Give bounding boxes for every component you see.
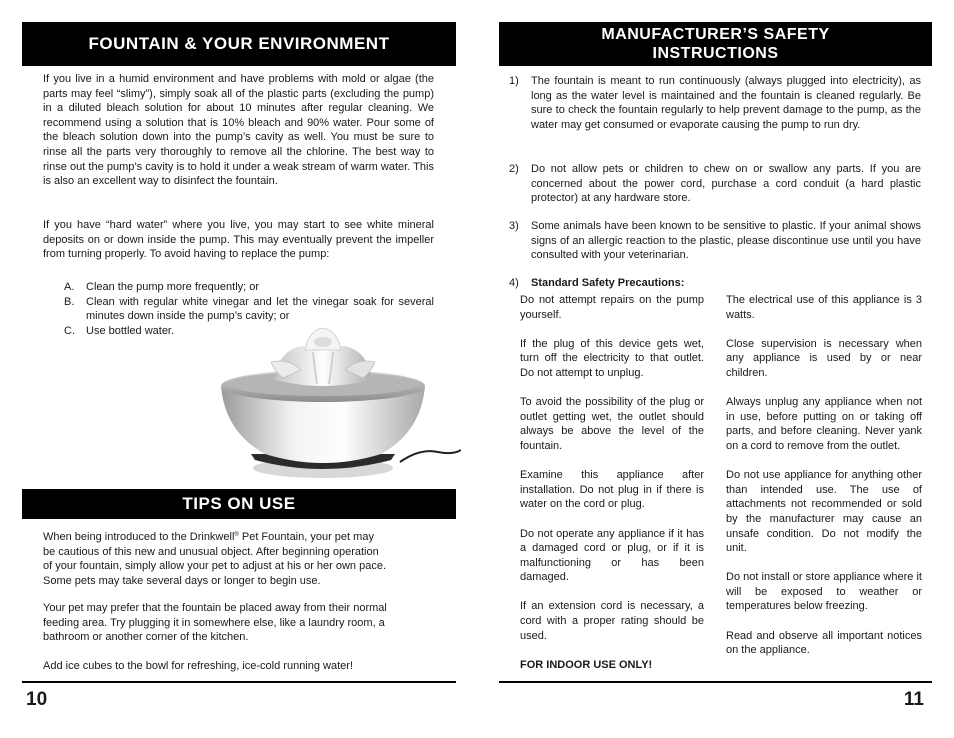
item-marker: 4): [509, 277, 519, 289]
heading-text: INSTRUCTIONS: [652, 45, 779, 62]
precaution-text: Examine this appliance after installation. Do not plug in if there is water on the cord or plug.: [520, 469, 704, 511]
item-marker: 2): [509, 163, 519, 175]
page-number: 10: [26, 689, 48, 710]
heading-text: TIPS ON USE: [182, 494, 296, 513]
registered-mark: ®: [234, 532, 239, 538]
item-text: Do not allow pets or children to chew on or swallow any parts. If you are concerned about the power cord, purchase a cord conduit (a hard plastic protector) at any hardware store.: [531, 163, 921, 205]
tips-paragraph-2: [43, 601, 387, 645]
precautions-left-column: [520, 293, 704, 687]
tips-text: Pet Fountain, your pet may: [238, 531, 374, 543]
precaution-text: Do not attempt repairs on the pump yourself.: [520, 294, 704, 321]
precautions-right-column: [726, 293, 922, 672]
item-text: Some animals have been known to be sensitive to plastic. If your animal shows signs of an allergic reaction to the plastic, please discontinue use until you have consulted with your veterinarian.: [531, 220, 921, 262]
item-text: Standard Safety Precautions:: [531, 277, 685, 289]
precaution-text: The electrical use of this appliance is 3 watts.: [726, 294, 922, 321]
environment-paragraph-2: If you have “hard water” where you live, you may start to see white mineral deposits on or down inside the pump. This may eventually prevent the impeller from turning properly. To avoid having to replace the pump:: [43, 219, 434, 261]
list-text: Use bottled water.: [86, 324, 175, 337]
precaution-text: To avoid the possibility of the plug or outlet getting wet, the outlet should always be above the level of the fountain.: [520, 396, 704, 452]
section-heading-environment: [22, 22, 456, 66]
tips-text: Some pets may take several days or longer to begin use.: [43, 574, 321, 587]
footer-rule: [22, 681, 456, 683]
tips-text: feeding area. Try plugging it in somewhere else, like a laundry room, a: [43, 616, 385, 629]
item-text: The fountain is meant to run continuously (always plugged into electricity), as long as the water level is maintained and the fountain is cleaned regularly. Be sure to check the fountain regularly to help prevent damage to the pump, as the water may get consumed or evaporate causing the pump to run dry.: [531, 75, 921, 131]
list-item: [64, 280, 434, 295]
list-marker: A.: [64, 281, 75, 293]
indoor-use-note: FOR INDOOR USE ONLY!: [520, 658, 653, 671]
precaution-text: If the plug of this device gets wet, turn off the electricity to that outlet. Do not attempt to unplug.: [520, 337, 704, 379]
item-marker: 3): [509, 220, 519, 232]
tips-text: When being introduced to the Drinkwell: [43, 531, 235, 543]
section-heading-safety: [499, 22, 932, 66]
precaution-text: Always unplug any appliance when not in use, before putting on or taking off parts, and before cleaning. Never yank on a cord to remove from the outlet.: [726, 396, 922, 452]
fountain-photo: [205, 322, 461, 490]
section-heading-tips: [22, 489, 456, 519]
precaution-text: Close supervision is necessary when any appliance is used by or near children.: [726, 337, 922, 379]
precaution-text: Read and observe all important notices on the appliance.: [726, 629, 922, 657]
item-marker: 1): [509, 75, 519, 87]
heading-text: MANUFACTURER’S SAFETY: [601, 26, 830, 43]
tips-text: of your fountain, simply allow your pet to adjust at his or her own pace.: [43, 560, 387, 573]
footer-rule: [499, 681, 932, 683]
list-item: [64, 295, 434, 324]
tips-paragraph-3: Add ice cubes to the bowl for refreshing, ice-cold running water!: [43, 660, 353, 672]
list-text: Clean with regular white vinegar and let the vinegar soak for several minutes down inside the pump’s cavity; or: [86, 295, 434, 323]
tips-text: Your pet may prefer that the fountain be placed away from their normal: [43, 602, 387, 614]
tips-text: bathroom or another corner of the kitchen.: [43, 631, 249, 644]
precaution-text: Do not operate any appliance if it has a damaged cord or plug, or if it is malfunctioning or has been damaged.: [520, 527, 704, 584]
precaution-text: Do not use appliance for anything other than intended use. The use of attachments not recommended or sold by the manufacturer may cause an unsafe condition. Do not modify the unit.: [726, 469, 922, 555]
precaution-text: If an extension cord is necessary, a cord with a proper rating should be used.: [520, 600, 704, 642]
safety-item: [509, 219, 921, 263]
tips-text: be cautious of this new and unusual object. After beginning operation: [43, 545, 379, 558]
tips-paragraph-1: [43, 528, 386, 588]
environment-paragraph-1: If you live in a humid environment and have problems with mold or algae (the parts may feel “slimy”), simply soak all of the plastic parts (excluding the pump) in a diluted bleach solution for about 10 minutes after regular cleaning. We recommend using a solution that is 10% bleach and 90% water. Pour some of the bleach solution down into the pump’s cavity as well. You must be sure to rinse all the parts very thoroughly to remove all the chlorine. The best way to rinse out the pump’s cavity is to hold it under a weak stream of warm water. This is also an excellent way to disinfect the fountain.: [43, 73, 434, 188]
safety-item: [509, 74, 921, 132]
precaution-text: Do not install or store appliance where it will be exposed to weather or temperatures below freezing.: [726, 571, 922, 613]
list-marker: C.: [64, 324, 75, 337]
heading-text: FOUNTAIN & YOUR ENVIRONMENT: [88, 34, 390, 53]
page-number: 11: [903, 689, 924, 710]
list-marker: B.: [64, 295, 75, 308]
list-text: Clean the pump more frequently; or: [86, 281, 260, 293]
safety-item: [509, 162, 921, 206]
safety-item: [509, 276, 921, 291]
